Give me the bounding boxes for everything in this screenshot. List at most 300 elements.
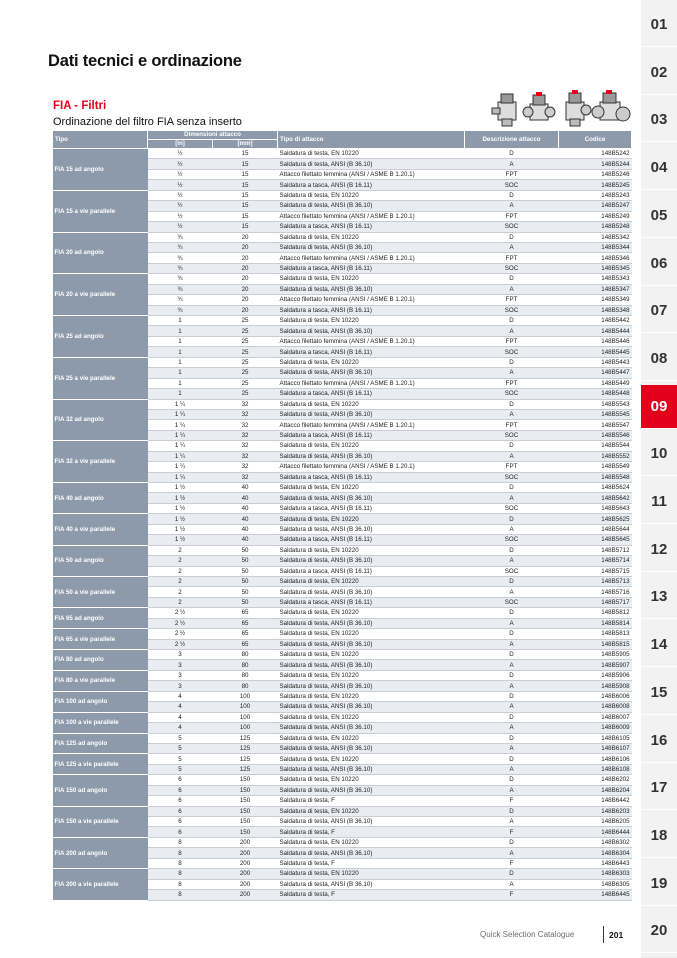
connection-type-cell: Saldatura di testa, ANSI (B 36.10) — [278, 848, 465, 858]
chapter-tab-09[interactable]: 09 — [641, 385, 677, 429]
type-cell: FIA 50 a vie parallele — [53, 576, 148, 607]
type-cell: FIA 80 ad angolo — [53, 650, 148, 671]
connection-type-cell: Saldatura di testa, EN 10220 — [278, 650, 465, 660]
code-cell: 148B5907 — [559, 660, 632, 670]
connection-desc-cell: A — [465, 524, 559, 534]
chapter-tab-05[interactable]: 05 — [641, 194, 677, 238]
code-cell: 148B5812 — [559, 608, 632, 618]
size-mm-cell: 32 — [213, 462, 278, 472]
connection-type-cell: Saldatura di testa, ANSI (B 36.10) — [278, 681, 465, 691]
size-in-cell: 1 — [148, 336, 213, 346]
footer-separator — [603, 926, 604, 943]
connection-type-cell: Saldatura di testa, ANSI (B 36.10) — [278, 660, 465, 670]
connection-desc-cell: SOC — [465, 305, 559, 315]
code-cell: 148B5715 — [559, 566, 632, 576]
size-mm-cell: 40 — [213, 514, 278, 524]
size-in-cell: 1 ¼ — [148, 399, 213, 409]
chapter-tab-19[interactable]: 19 — [641, 862, 677, 906]
size-mm-cell: 65 — [213, 639, 278, 649]
connection-desc-cell: SOC — [465, 347, 559, 357]
connection-desc-cell: SOC — [465, 566, 559, 576]
size-in-cell: ¾ — [148, 295, 213, 305]
size-in-cell: 1 ¼ — [148, 430, 213, 440]
connection-type-cell: Saldatura di testa, ANSI (B 36.10) — [278, 587, 465, 597]
size-in-cell: 1 — [148, 389, 213, 399]
connection-type-cell: Attacco filettato femmina (ANSI / ASME B 1.20.1) — [278, 211, 465, 221]
code-cell: 148B6106 — [559, 754, 632, 764]
size-mm-cell: 150 — [213, 806, 278, 816]
connection-desc-cell: D — [465, 357, 559, 367]
table-row — [53, 733, 632, 743]
size-in-cell: 6 — [148, 796, 213, 806]
type-cell: FIA 80 a vie parallele — [53, 670, 148, 691]
size-in-cell: 3 — [148, 660, 213, 670]
code-cell: 148B5625 — [559, 514, 632, 524]
size-mm-cell: 40 — [213, 483, 278, 493]
connection-type-cell: Saldatura di testa, EN 10220 — [278, 316, 465, 326]
connection-desc-cell: D — [465, 441, 559, 451]
table-row — [53, 316, 632, 326]
connection-type-cell: Saldatura di testa, ANSI (B 36.10) — [278, 702, 465, 712]
connection-type-cell: Attacco filettato femmina (ANSI / ASME B 1.20.1) — [278, 295, 465, 305]
header-codice: Codice — [559, 131, 632, 149]
chapter-tab-11[interactable]: 11 — [641, 480, 677, 524]
connection-desc-cell: D — [465, 754, 559, 764]
size-in-cell: ¾ — [148, 305, 213, 315]
code-cell: 148B5645 — [559, 535, 632, 545]
chapter-tab-01[interactable]: 01 — [641, 3, 677, 47]
size-in-cell: 1 — [148, 357, 213, 367]
size-mm-cell: 50 — [213, 597, 278, 607]
size-mm-cell: 25 — [213, 357, 278, 367]
connection-type-cell: Saldatura di testa, ANSI (B 36.10) — [278, 242, 465, 252]
size-mm-cell: 65 — [213, 618, 278, 628]
size-in-cell: 2 — [148, 545, 213, 555]
size-mm-cell: 200 — [213, 848, 278, 858]
size-mm-cell: 15 — [213, 211, 278, 221]
table-row — [53, 837, 632, 847]
connection-desc-cell: D — [465, 733, 559, 743]
code-cell: 148B5716 — [559, 587, 632, 597]
connection-type-cell: Saldatura di testa, EN 10220 — [278, 232, 465, 242]
connection-desc-cell: FPT — [465, 462, 559, 472]
code-cell: 148B5813 — [559, 629, 632, 639]
connection-type-cell: Saldatura di testa, ANSI (B 36.10) — [278, 284, 465, 294]
table-row — [53, 869, 632, 879]
connection-desc-cell: D — [465, 837, 559, 847]
size-in-cell: ¾ — [148, 232, 213, 242]
connection-type-cell: Saldatura a tasca, ANSI (B 16.11) — [278, 389, 465, 399]
type-cell: FIA 40 ad angolo — [53, 483, 148, 514]
type-cell: FIA 20 a vie parallele — [53, 274, 148, 316]
size-in-cell: 6 — [148, 806, 213, 816]
table-row — [53, 576, 632, 586]
connection-type-cell: Saldatura di testa, ANSI (B 36.10) — [278, 451, 465, 461]
size-mm-cell: 25 — [213, 368, 278, 378]
size-mm-cell: 50 — [213, 566, 278, 576]
size-in-cell: 1 — [148, 368, 213, 378]
connection-type-cell: Saldatura di testa, ANSI (B 36.10) — [278, 817, 465, 827]
code-cell: 148B5908 — [559, 681, 632, 691]
size-mm-cell: 20 — [213, 232, 278, 242]
code-cell: 148B6442 — [559, 796, 632, 806]
size-in-cell: ½ — [148, 180, 213, 190]
connection-type-cell: Saldatura di testa, EN 10220 — [278, 441, 465, 451]
connection-desc-cell: A — [465, 702, 559, 712]
footer-catalogue: Quick Selection Catalogue — [480, 930, 575, 939]
connection-type-cell: Attacco filettato femmina (ANSI / ASME B 1.20.1) — [278, 336, 465, 346]
size-mm-cell: 25 — [213, 347, 278, 357]
table-row — [53, 754, 632, 764]
size-in-cell: 5 — [148, 754, 213, 764]
connection-type-cell: Saldatura di testa, ANSI (B 36.10) — [278, 743, 465, 753]
connection-desc-cell: D — [465, 483, 559, 493]
size-in-cell: 1 ¼ — [148, 409, 213, 419]
size-mm-cell: 32 — [213, 441, 278, 451]
size-mm-cell: 150 — [213, 827, 278, 837]
code-cell: 148B5349 — [559, 295, 632, 305]
code-cell: 148B6202 — [559, 775, 632, 785]
connection-type-cell: Saldatura di testa, ANSI (B 36.10) — [278, 879, 465, 889]
connection-desc-cell: SOC — [465, 430, 559, 440]
chapter-tab-07[interactable]: 07 — [641, 289, 677, 333]
table-row — [53, 670, 632, 680]
connection-type-cell: Saldatura di testa, EN 10220 — [278, 514, 465, 524]
chapter-tab-20[interactable]: 20 — [641, 909, 677, 953]
connection-desc-cell: SOC — [465, 472, 559, 482]
size-mm-cell: 200 — [213, 879, 278, 889]
size-mm-cell: 32 — [213, 409, 278, 419]
size-in-cell: 1 — [148, 316, 213, 326]
connection-desc-cell: D — [465, 149, 559, 159]
connection-desc-cell: A — [465, 242, 559, 252]
size-in-cell: 2 — [148, 576, 213, 586]
chapter-tab-18[interactable]: 18 — [641, 814, 677, 858]
size-mm-cell: 32 — [213, 451, 278, 461]
size-mm-cell: 200 — [213, 890, 278, 900]
code-cell: 148B5644 — [559, 524, 632, 534]
size-mm-cell: 65 — [213, 629, 278, 639]
size-in-cell: 1 ¼ — [148, 441, 213, 451]
table-row — [53, 775, 632, 785]
type-cell: FIA 65 a vie parallele — [53, 629, 148, 650]
connection-type-cell: Attacco filettato femmina (ANSI / ASME B 1.20.1) — [278, 378, 465, 388]
size-in-cell: ½ — [148, 149, 213, 159]
connection-desc-cell: D — [465, 775, 559, 785]
code-cell: 148B5642 — [559, 493, 632, 503]
type-cell: FIA 15 a vie parallele — [53, 190, 148, 232]
size-mm-cell: 25 — [213, 336, 278, 346]
valve-image-1 — [492, 94, 516, 126]
size-in-cell: 1 ¼ — [148, 472, 213, 482]
code-cell: 148B5346 — [559, 253, 632, 263]
connection-desc-cell: FPT — [465, 169, 559, 179]
connection-type-cell: Saldatura di testa, ANSI (B 36.10) — [278, 201, 465, 211]
size-mm-cell: 20 — [213, 284, 278, 294]
size-mm-cell: 20 — [213, 242, 278, 252]
size-in-cell: 2 ½ — [148, 639, 213, 649]
code-cell: 148B6009 — [559, 723, 632, 733]
size-mm-cell: 25 — [213, 316, 278, 326]
type-cell: FIA 40 a vie parallele — [53, 514, 148, 545]
size-in-cell: 1 ½ — [148, 524, 213, 534]
code-cell: 148B5549 — [559, 462, 632, 472]
size-in-cell: 6 — [148, 827, 213, 837]
connection-desc-cell: A — [465, 587, 559, 597]
size-in-cell: 2 — [148, 587, 213, 597]
connection-type-cell: Saldatura di testa, ANSI (B 36.10) — [278, 785, 465, 795]
connection-desc-cell: A — [465, 201, 559, 211]
size-in-cell: 5 — [148, 764, 213, 774]
connection-type-cell: Saldatura a tasca, ANSI (B 16.11) — [278, 566, 465, 576]
type-cell: FIA 150 ad angolo — [53, 775, 148, 806]
connection-type-cell: Attacco filettato femmina (ANSI / ASME B 1.20.1) — [278, 253, 465, 263]
size-in-cell: 3 — [148, 670, 213, 680]
section-subtitle: Ordinazione del filtro FIA senza inserto — [53, 116, 242, 128]
type-cell: FIA 25 ad angolo — [53, 316, 148, 358]
size-mm-cell: 100 — [213, 691, 278, 701]
connection-desc-cell: A — [465, 159, 559, 169]
connection-desc-cell: D — [465, 629, 559, 639]
size-mm-cell: 150 — [213, 796, 278, 806]
connection-type-cell: Saldatura a tasca, ANSI (B 16.11) — [278, 535, 465, 545]
connection-desc-cell: SOC — [465, 597, 559, 607]
connection-type-cell: Saldatura di testa, ANSI (B 36.10) — [278, 493, 465, 503]
type-cell: FIA 20 ad angolo — [53, 232, 148, 274]
chapter-tab-06[interactable]: 06 — [641, 242, 677, 286]
size-mm-cell: 50 — [213, 545, 278, 555]
code-cell: 148B5546 — [559, 430, 632, 440]
connection-type-cell: Saldatura di testa, EN 10220 — [278, 483, 465, 493]
connection-type-cell: Saldatura a tasca, ANSI (B 16.11) — [278, 472, 465, 482]
connection-desc-cell: SOC — [465, 263, 559, 273]
size-in-cell: ½ — [148, 222, 213, 232]
chapter-tab-03[interactable]: 03 — [641, 98, 677, 142]
size-in-cell: 1 ½ — [148, 514, 213, 524]
table-row — [53, 190, 632, 200]
size-mm-cell: 32 — [213, 472, 278, 482]
connection-desc-cell: F — [465, 827, 559, 837]
order-table — [52, 130, 632, 901]
code-cell: 148B5246 — [559, 169, 632, 179]
connection-desc-cell: FPT — [465, 253, 559, 263]
size-mm-cell: 40 — [213, 524, 278, 534]
connection-type-cell: Saldatura di testa, ANSI (B 36.10) — [278, 639, 465, 649]
connection-desc-cell: A — [465, 723, 559, 733]
connection-desc-cell: D — [465, 670, 559, 680]
chapter-tab-02[interactable]: 02 — [641, 51, 677, 95]
connection-desc-cell: A — [465, 368, 559, 378]
code-cell: 148B6444 — [559, 827, 632, 837]
connection-type-cell: Saldatura di testa, EN 10220 — [278, 670, 465, 680]
code-cell: 148B5445 — [559, 347, 632, 357]
size-mm-cell: 32 — [213, 430, 278, 440]
code-cell: 148B5712 — [559, 545, 632, 555]
code-cell: 148B5442 — [559, 316, 632, 326]
connection-desc-cell: FPT — [465, 295, 559, 305]
size-mm-cell: 15 — [213, 190, 278, 200]
code-cell: 148B6203 — [559, 806, 632, 816]
code-cell: 148B5444 — [559, 326, 632, 336]
size-mm-cell: 15 — [213, 222, 278, 232]
connection-type-cell: Saldatura di testa, EN 10220 — [278, 754, 465, 764]
code-cell: 148B5446 — [559, 336, 632, 346]
connection-type-cell: Attacco filettato femmina (ANSI / ASME B 1.20.1) — [278, 420, 465, 430]
size-in-cell: 8 — [148, 869, 213, 879]
connection-desc-cell: FPT — [465, 336, 559, 346]
table-row — [53, 232, 632, 242]
code-cell: 148B5906 — [559, 670, 632, 680]
connection-type-cell: Saldatura di testa, ANSI (B 36.10) — [278, 368, 465, 378]
type-cell: FIA 125 ad angolo — [53, 733, 148, 754]
chapter-tab-15[interactable]: 15 — [641, 671, 677, 715]
chapter-tab-16[interactable]: 16 — [641, 719, 677, 763]
connection-type-cell: Saldatura di testa, EN 10220 — [278, 837, 465, 847]
connection-desc-cell: A — [465, 785, 559, 795]
size-in-cell: 4 — [148, 723, 213, 733]
code-cell: 148B5814 — [559, 618, 632, 628]
code-cell: 148B5244 — [559, 159, 632, 169]
code-cell: 148B6108 — [559, 764, 632, 774]
chapter-tab-12[interactable]: 12 — [641, 528, 677, 572]
code-cell: 148B5247 — [559, 201, 632, 211]
size-mm-cell: 40 — [213, 493, 278, 503]
size-in-cell: 3 — [148, 681, 213, 691]
size-in-cell: 8 — [148, 858, 213, 868]
code-cell: 148B5624 — [559, 483, 632, 493]
connection-desc-cell: A — [465, 848, 559, 858]
size-mm-cell: 20 — [213, 295, 278, 305]
size-mm-cell: 50 — [213, 576, 278, 586]
footer-page-number: 201 — [609, 930, 624, 940]
size-mm-cell: 15 — [213, 159, 278, 169]
size-mm-cell: 20 — [213, 253, 278, 263]
chapter-tab-13[interactable]: 13 — [641, 575, 677, 619]
valve-image-4 — [592, 90, 630, 121]
chapter-tab-17[interactable]: 17 — [641, 766, 677, 810]
chapter-tab-08[interactable]: 08 — [641, 337, 677, 381]
code-cell: 148B6105 — [559, 733, 632, 743]
size-in-cell: ¾ — [148, 284, 213, 294]
size-mm-cell: 100 — [213, 723, 278, 733]
header-tipo: Tipo — [53, 131, 148, 149]
size-in-cell: 1 ½ — [148, 493, 213, 503]
type-cell: FIA 100 a vie parallele — [53, 712, 148, 733]
code-cell: 148B5345 — [559, 263, 632, 273]
type-cell: FIA 150 a vie parallele — [53, 806, 148, 837]
connection-type-cell: Saldatura di testa, F — [278, 858, 465, 868]
code-cell: 148B6302 — [559, 837, 632, 847]
size-in-cell: 2 — [148, 566, 213, 576]
connection-type-cell: Saldatura di testa, EN 10220 — [278, 149, 465, 159]
code-cell: 148B6008 — [559, 702, 632, 712]
connection-desc-cell: A — [465, 409, 559, 419]
size-mm-cell: 25 — [213, 378, 278, 388]
size-mm-cell: 15 — [213, 180, 278, 190]
connection-type-cell: Saldatura di testa, F — [278, 796, 465, 806]
type-cell: FIA 200 ad angolo — [53, 837, 148, 868]
size-in-cell: 6 — [148, 785, 213, 795]
connection-desc-cell: SOC — [465, 222, 559, 232]
size-in-cell: 1 ½ — [148, 503, 213, 513]
code-cell: 148B5344 — [559, 242, 632, 252]
code-cell: 148B6006 — [559, 691, 632, 701]
connection-type-cell: Saldatura di testa, EN 10220 — [278, 608, 465, 618]
code-cell: 148B5343 — [559, 274, 632, 284]
connection-type-cell: Saldatura di testa, ANSI (B 36.10) — [278, 159, 465, 169]
size-mm-cell: 20 — [213, 305, 278, 315]
connection-type-cell: Saldatura a tasca, ANSI (B 16.11) — [278, 222, 465, 232]
code-cell: 148B6303 — [559, 869, 632, 879]
connection-desc-cell: SOC — [465, 389, 559, 399]
size-mm-cell: 15 — [213, 201, 278, 211]
connection-type-cell: Saldatura a tasca, ANSI (B 16.11) — [278, 430, 465, 440]
code-cell: 148B6445 — [559, 890, 632, 900]
connection-desc-cell: FPT — [465, 378, 559, 388]
size-in-cell: 4 — [148, 691, 213, 701]
connection-desc-cell: F — [465, 858, 559, 868]
size-mm-cell: 50 — [213, 556, 278, 566]
type-cell: FIA 100 ad angolo — [53, 691, 148, 712]
size-mm-cell: 80 — [213, 681, 278, 691]
code-cell: 148B5544 — [559, 441, 632, 451]
page-title: Dati tecnici e ordinazione — [48, 52, 242, 70]
connection-desc-cell: A — [465, 764, 559, 774]
code-cell: 148B5447 — [559, 368, 632, 378]
size-in-cell: ¾ — [148, 253, 213, 263]
code-cell: 148B5248 — [559, 222, 632, 232]
connection-type-cell: Attacco filettato femmina (ANSI / ASME B 1.20.1) — [278, 169, 465, 179]
code-cell: 148B6204 — [559, 785, 632, 795]
table-row — [53, 483, 632, 493]
connection-desc-cell: FPT — [465, 420, 559, 430]
connection-type-cell: Saldatura di testa, ANSI (B 36.10) — [278, 764, 465, 774]
connection-desc-cell: D — [465, 712, 559, 722]
chapter-tab-10[interactable]: 10 — [641, 432, 677, 476]
connection-desc-cell: SOC — [465, 503, 559, 513]
connection-type-cell: Saldatura di testa, EN 10220 — [278, 733, 465, 743]
size-in-cell: 8 — [148, 879, 213, 889]
connection-type-cell: Saldatura di testa, EN 10220 — [278, 545, 465, 555]
code-cell: 148B5449 — [559, 378, 632, 388]
size-in-cell: 1 — [148, 326, 213, 336]
code-cell: 148B5717 — [559, 597, 632, 607]
type-cell: FIA 125 a vie parallele — [53, 754, 148, 775]
chapter-tab-04[interactable]: 04 — [641, 146, 677, 190]
connection-type-cell: Saldatura di testa, EN 10220 — [278, 775, 465, 785]
connection-type-cell: Saldatura di testa, EN 10220 — [278, 576, 465, 586]
code-cell: 148B5448 — [559, 389, 632, 399]
code-cell: 148B5543 — [559, 399, 632, 409]
size-in-cell: 4 — [148, 702, 213, 712]
size-mm-cell: 15 — [213, 169, 278, 179]
size-mm-cell: 80 — [213, 650, 278, 660]
size-mm-cell: 150 — [213, 817, 278, 827]
header-dimensioni: Dimensioni attacco — [148, 131, 278, 140]
connection-type-cell: Saldatura di testa, EN 10220 — [278, 629, 465, 639]
connection-desc-cell: A — [465, 618, 559, 628]
chapter-tab-14[interactable]: 14 — [641, 623, 677, 667]
size-in-cell: 8 — [148, 890, 213, 900]
code-cell: 148B5545 — [559, 409, 632, 419]
connection-type-cell: Saldatura di testa, F — [278, 890, 465, 900]
size-mm-cell: 65 — [213, 608, 278, 618]
connection-desc-cell: A — [465, 879, 559, 889]
code-cell: 148B5342 — [559, 232, 632, 242]
code-cell: 148B6107 — [559, 743, 632, 753]
size-mm-cell: 80 — [213, 660, 278, 670]
code-cell: 148B5547 — [559, 420, 632, 430]
